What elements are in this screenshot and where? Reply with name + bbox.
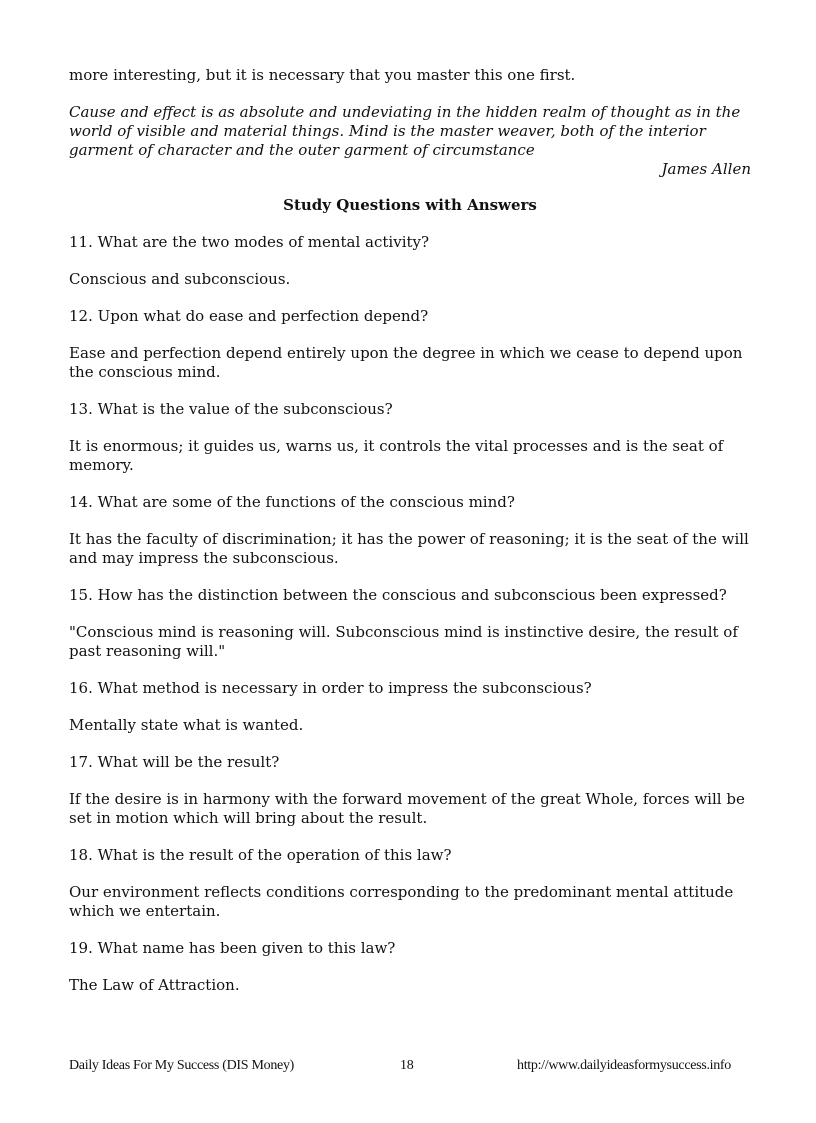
answer-13: It is enormous; it guides us, warns us, it controls the vital processes and is the seat of memory. xyxy=(69,437,724,474)
section-heading: Study Questions with Answers xyxy=(283,196,537,214)
question-19: 19. What name has been given to this law? xyxy=(69,939,396,957)
footer-url[interactable]: http://www.dailyideasformysuccess.info xyxy=(517,1058,731,1073)
answer-16: Mentally state what is wanted. xyxy=(69,716,304,734)
answer-19: The Law of Attraction. xyxy=(69,976,240,994)
question-13: 13. What is the value of the subconscious? xyxy=(69,400,393,418)
question-18: 18. What is the result of the operation of this law? xyxy=(69,846,452,864)
question-15: 15. How has the distinction between the conscious and subconscious been expressed? xyxy=(69,586,727,604)
answer-17: If the desire is in harmony with the forward movement of the great Whole, forces will be set in motion which will bring about the result. xyxy=(69,790,745,827)
question-14: 14. What are some of the functions of the conscious mind? xyxy=(69,493,515,511)
answer-14: It has the faculty of discrimination; it has the power of reasoning; it is the seat of the will and may impress the subconscious. xyxy=(69,530,749,567)
page-body xyxy=(69,66,751,1013)
answer-15: "Conscious mind is reasoning will. Subconscious mind is instinctive desire, the result of past reasoning will." xyxy=(69,623,738,660)
page-number: 18 xyxy=(400,1058,414,1073)
question-11: 11. What are the two modes of mental activity? xyxy=(69,233,430,251)
question-16: 16. What method is necessary in order to impress the subconscious? xyxy=(69,679,592,697)
quote-author: James Allen xyxy=(661,160,751,178)
question-12: 12. Upon what do ease and perfection depend? xyxy=(69,307,429,325)
answer-11: Conscious and subconscious. xyxy=(69,270,291,288)
quote-text: Cause and effect is as absolute and undeviating in the hidden realm of thought as in the world of visible and material things. Mind is the master weaver, both of the interior garment of character and the outer garment of circumstance xyxy=(69,103,741,159)
answer-18: Our environment reflects conditions corresponding to the predominant mental attitude which we entertain. xyxy=(69,883,734,920)
intro-paragraph: more interesting, but it is necessary that you master this one first. xyxy=(69,66,576,84)
footer-publication: Daily Ideas For My Success (DIS Money) xyxy=(69,1058,295,1073)
question-17: 17. What will be the result? xyxy=(69,753,280,771)
answer-12: Ease and perfection depend entirely upon the degree in which we cease to depend upon the conscious mind. xyxy=(69,344,743,381)
